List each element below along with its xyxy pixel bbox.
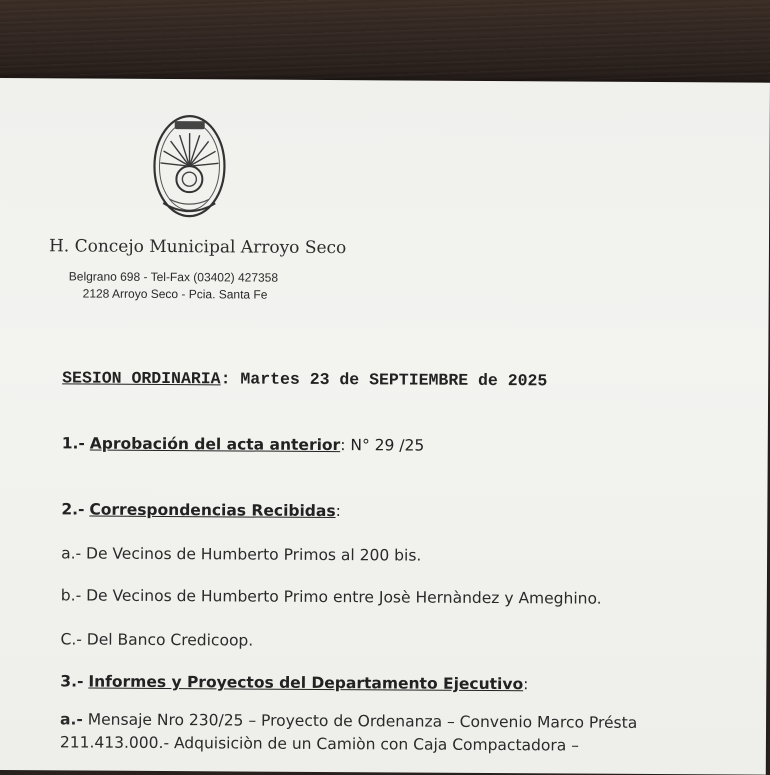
item-2-title: Correspondencias Recibidas <box>89 501 335 521</box>
municipal-seal-icon <box>149 111 230 221</box>
correspondence-item-a: a.- De Vecinos de Humberto Primos al 200 bis. <box>61 544 421 564</box>
session-heading <box>62 368 547 390</box>
document-page <box>0 78 770 775</box>
correspondence-item-b: b.- De Vecinos de Humberto Primo entre Josè Hernàndez y Ameghino. <box>61 586 602 607</box>
address-line-1: Belgrano 698 - Tel-Fax (03402) 427358 <box>69 268 319 287</box>
item-1-title: Aprobación del acta anterior <box>90 435 341 455</box>
executive-item-a-line-1 <box>60 710 637 732</box>
session-label: SESION ORDINARIA <box>62 368 221 388</box>
wooden-table-background <box>0 0 770 84</box>
executive-item-text: Mensaje Nro 230/25 – Proyecto de Ordenanza – Convenio Marco Présta <box>88 711 638 732</box>
agenda-item-2 <box>61 500 341 520</box>
item-1-number: 1.- <box>62 434 85 452</box>
correspondence-item-c: C.- Del Banco Credicoop. <box>61 630 254 649</box>
agenda-item-1 <box>62 434 425 454</box>
organization-name: H. Concejo Municipal Arroyo Seco <box>49 236 346 258</box>
organization-address <box>69 268 319 304</box>
agenda-item-3 <box>60 672 528 693</box>
session-date: Martes 23 de SEPTIEMBRE de 2025 <box>240 369 547 390</box>
session-separator: : <box>221 369 231 388</box>
executive-item-a-line-2: 211.413.000.- Adquisiciòn de un Camiòn con Caja Compactadora – <box>60 733 579 754</box>
item-1-suffix: : N° 29 /25 <box>340 436 424 455</box>
address-line-2: 2128 Arroyo Seco - Pcia. Santa Fe <box>69 285 319 304</box>
item-2-suffix: : <box>336 502 341 520</box>
item-2-number: 2.- <box>61 500 84 518</box>
item-3-title: Informes y Proyectos del Departamento Ejecutivo <box>88 673 523 694</box>
executive-item-number: a.- <box>60 710 83 728</box>
item-3-suffix: : <box>523 675 528 693</box>
item-3-number: 3.- <box>60 672 83 690</box>
